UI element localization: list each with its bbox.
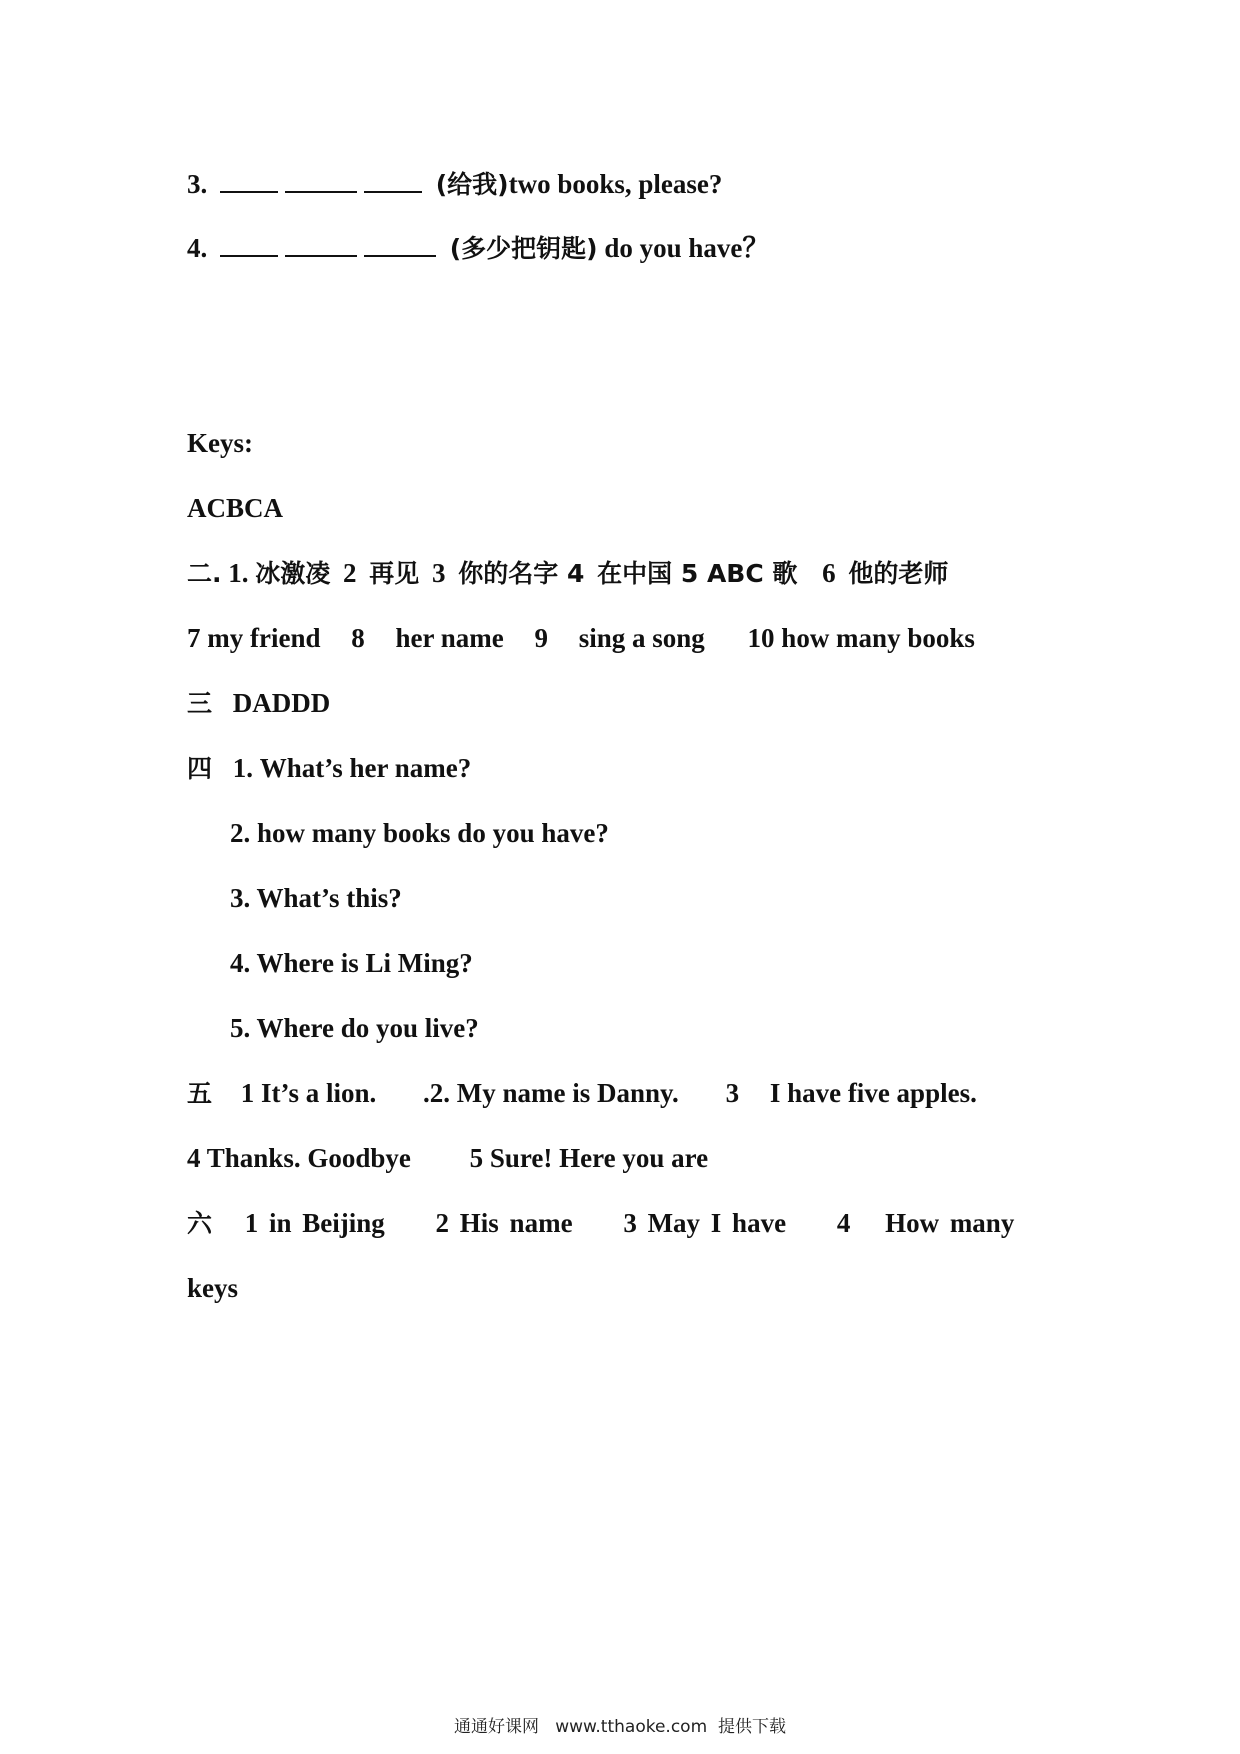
answer-item: How many <box>885 1208 1015 1238</box>
answer-item: 4 Thanks. Goodbye <box>187 1143 411 1173</box>
answer-item: 1. <box>228 558 249 588</box>
section-mark: 五 <box>187 1079 213 1108</box>
answer-item: 6 <box>822 558 836 588</box>
answer-item: 3 <box>432 558 446 588</box>
answer-item: 4. Where is Li Ming? <box>230 948 473 978</box>
question-4 <box>187 231 769 266</box>
keys-part-5-line-2 <box>187 1141 708 1175</box>
answer-item: I have five apples. <box>769 1078 977 1108</box>
answer-item: .2. My name is Danny. <box>423 1078 679 1108</box>
answer-item: 1 It’s a lion. <box>240 1078 377 1108</box>
answer-blank <box>220 235 278 257</box>
section-mark: 四 <box>187 754 213 783</box>
answer-item: 在中国 5 ABC 歌 <box>597 559 798 588</box>
answer-blank <box>364 171 422 193</box>
question-text: two books, please? <box>508 169 723 199</box>
answer-item: 3 May I have <box>623 1208 787 1238</box>
section-mark: 二. <box>187 559 222 588</box>
answer-item: 你的名字 4 <box>458 559 585 588</box>
answer-item: 2 His name <box>435 1208 573 1238</box>
answer-item: her name <box>395 623 504 653</box>
answer-item: 2 <box>343 558 357 588</box>
answer-item: 4 <box>836 1208 851 1238</box>
keys-part-2-line-1 <box>187 556 948 591</box>
answer-blank <box>220 171 278 193</box>
answer-item: 1 in Beijing <box>244 1208 385 1238</box>
section-mark: 三 <box>187 689 213 718</box>
answer-blank <box>285 235 357 257</box>
chinese-hint: (给我) <box>435 170 509 199</box>
question-3 <box>187 167 722 202</box>
section-mark: 六 <box>187 1209 213 1238</box>
answer-item: 再见 <box>369 559 420 588</box>
chinese-hint: (多少把钥匙) <box>449 234 598 263</box>
answer-item: 3. What’s this? <box>230 883 402 913</box>
answer-item: 冰激凌 <box>255 559 331 588</box>
answer-item: 他的老师 <box>848 559 949 588</box>
answer-item: 3 <box>725 1078 740 1108</box>
answer-blank <box>285 171 357 193</box>
page-footer: 通通好课网 www.tthaoke.com 提供下载 <box>454 1717 786 1737</box>
answer-item: DADDD <box>232 688 331 718</box>
keys-part-3 <box>187 686 330 721</box>
keys-part-6-line-1 <box>187 1206 1014 1241</box>
keys-part-5-line-1 <box>187 1076 977 1111</box>
keys-part-2-line-2 <box>187 621 975 655</box>
answer-item: 9 <box>534 623 548 653</box>
answer-blank <box>364 235 436 257</box>
answer-item: 5. Where do you live? <box>230 1013 479 1043</box>
answer-item: 2. how many books do you have? <box>230 818 609 848</box>
answer-item: 1. What’s her name? <box>232 753 472 783</box>
answer-item: 5 Sure! Here you are <box>469 1143 709 1173</box>
keys-part-4-line-1 <box>187 751 471 786</box>
question-number: 3. <box>187 169 208 199</box>
answer-item: 10 how many books <box>747 623 975 653</box>
answer-item: 8 <box>351 623 365 653</box>
answer-item: 7 my friend <box>187 623 321 653</box>
answer-item: sing a song <box>578 623 705 653</box>
keys-part-6-line-2: keys <box>187 1273 239 1303</box>
question-text: do you have？ <box>597 233 770 263</box>
question-number: 4. <box>187 233 208 263</box>
keys-part-1: ACBCA <box>187 493 284 523</box>
keys-title: Keys: <box>187 428 253 458</box>
